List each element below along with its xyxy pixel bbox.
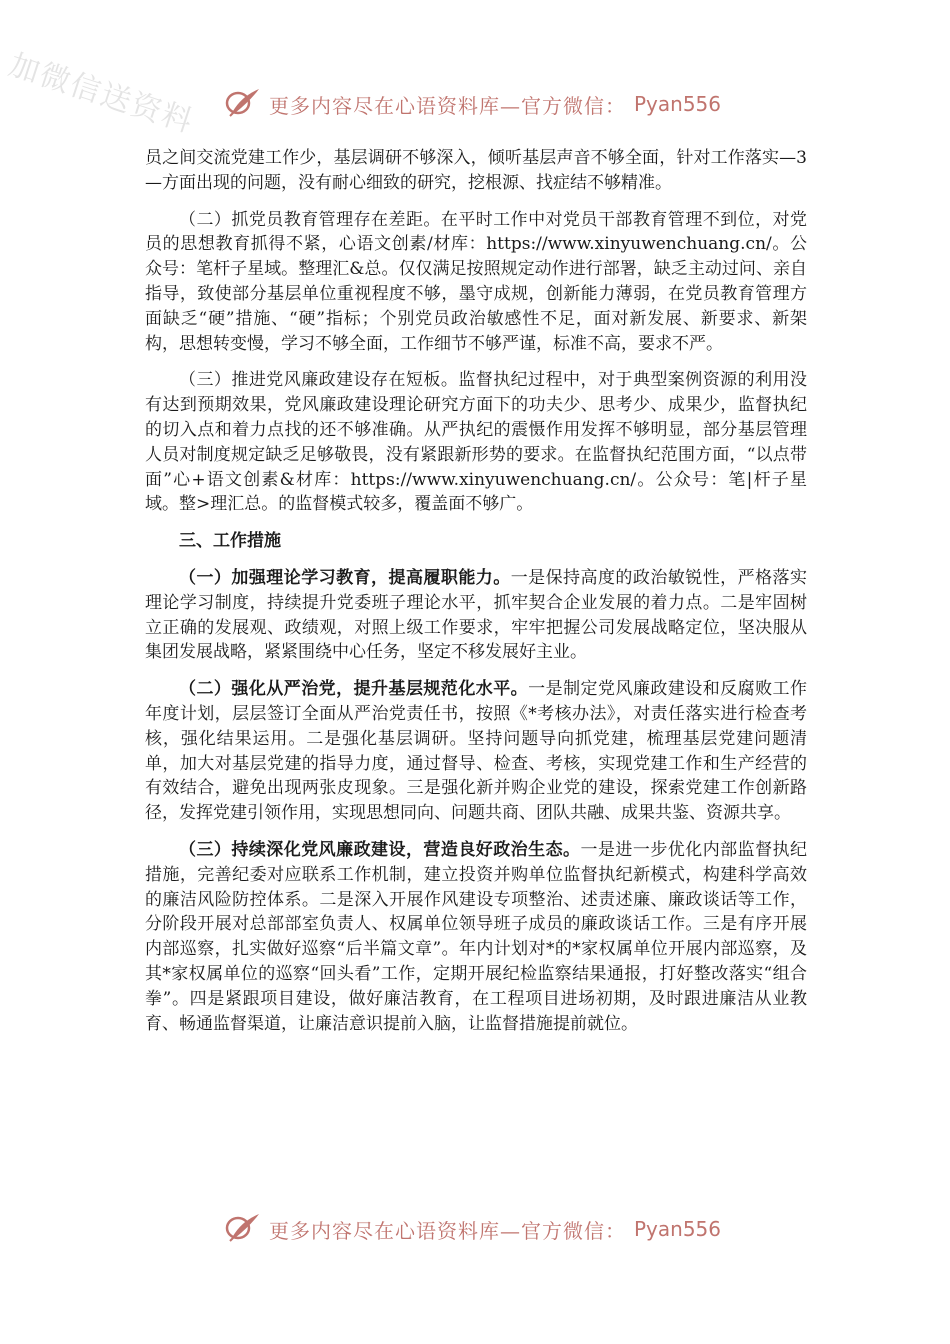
measure-2-body: 一是制定党风廉政建设和反腐败工作年度计划，层层签订全面从严治党责任书，按照《*考核办法》，对责任落实进行检查考核，强化结果运用。二是强化基层调研。坚持问题导向抓党建，梳理基层党建问题清单，加大对基层党建的指导力度，通过督导、检查、考核，实现党建工作和生产经营的有效结合，避免出现两张皮现象。三是强化新并购企业党的建设，探索党建工作创新路径，发挥党建引领作用，实现思想同向、问题共商、团队共融、成果共鉴、资源共享。 bbox=[145, 679, 808, 824]
brand-wechat-id: Pyan556 bbox=[634, 92, 722, 116]
paragraph-continued: 员之间交流党建工作少，基层调研不够深入，倾听基层声音不够全面，针对工作落实—3—方面出现的问题，没有耐心细致的研究，挖根源、找症结不够精准。 bbox=[145, 148, 807, 193]
brand-slogan: 更多内容尽在心语资料库—官方微信： bbox=[269, 93, 626, 118]
footer-brand-banner bbox=[225, 1209, 721, 1249]
measure-3-title: （三）持续深化党风廉政建设，营造良好政治生态。 bbox=[179, 839, 581, 860]
measure-1-title: （一）加强理论学习教育，提高履职能力。 bbox=[179, 567, 511, 588]
measure-3-body: 一是进一步优化内部监督执纪措施，完善纪委对应联系工作机制，建立投资并购单位监督执纪新模式，构建科学高效的廉洁风险防控体系。二是深入开展作风建设专项整治、述责述廉、廉政谈话等工作，分阶段开展对总部部室负责人、权属单位领导班子成员的廉政谈话工作。三是有序开展内部巡察，扎实做好巡察“后半篇文章”。年内计划对*的*家权属单位开展内部巡察，及其*家权属单位的巡察“回头看”工作，定期开展纪检监察结果通报，打好整改落实“组合拳”。四是紧跟项目建设，做好廉洁教育，在工程项目进场初期，及时跟进廉洁从业教育、畅通监督渠道，让廉洁意识提前入脑，让监督措施提前就位。 bbox=[145, 839, 808, 1034]
section-heading-measures: 三、工作措施 bbox=[179, 531, 281, 552]
quill-logo-icon bbox=[225, 1212, 261, 1246]
brand-wechat-id: Pyan556 bbox=[634, 1217, 722, 1241]
header-brand-banner bbox=[225, 84, 721, 124]
paragraph-measure-3 bbox=[145, 838, 807, 1036]
brand-slogan: 更多内容尽在心语资料库—官方微信： bbox=[269, 1218, 626, 1243]
measure-2-title: （二）强化从严治党，提升基层规范化水平。 bbox=[179, 679, 529, 700]
paragraph-problem-2: （二）抓党员教育管理存在差距。在平时工作中对党员干部教育管理不到位，对党员的思想教育抓得不紧，心语文创素/材库：https://www.xinyuwenchuang.cn/。公众号：笔杆子星域。整理汇&总。仅仅满足按照规定动作进行部署，缺乏主动过问、亲自指导，致使部分基层单位重视程度不够，墨守成规，创新能力薄弱，在党员教育管理方面缺乏“硬”措施、“硬”指标；个别党员政治敏感性不足，面对新发展、新要求、新架构，思想转变慢，学习不够全面，工作细节不够严谨，标准不高，要求不严。 bbox=[145, 209, 807, 354]
paragraph-measure-2 bbox=[145, 677, 807, 826]
measure-1-body: 一是保持高度的政治敏锐性，严格落实理论学习制度，持续提升党委班子理论水平，抓牢契合企业发展的着力点。二是牢固树立正确的发展观、政绩观，对照上级工作要求，牢牢把握公司发展战略定位，坚决服从集团发展战略，紧紧围绕中心任务，坚定不移发展好主业。 bbox=[145, 567, 808, 663]
document-body bbox=[145, 146, 807, 1048]
paragraph-measure-1 bbox=[145, 566, 807, 665]
watermark-text: 加微信送资料 bbox=[4, 47, 199, 141]
quill-logo-icon bbox=[225, 87, 261, 121]
paragraph-problem-3: （三）推进党风廉政建设存在短板。监督执纪过程中，对于典型案例资源的利用没有达到预期效果，党风廉政建设理论研究方面下的功夫少、思考少、成果少，监督执纪的切入点和着力点找的还不够准确。从严执纪的震慑作用发挥不够明显，部分基层管理人员对制度规定缺乏足够敬畏，没有紧跟新形势的要求。在监督执纪范围方面，“以点带面”心+语文创素&材库：https://www.xinyuwenchuang.cn/。公众号：笔|杆子星域。整>理汇总。的监督模式较多，覆盖面不够广。 bbox=[145, 370, 807, 515]
